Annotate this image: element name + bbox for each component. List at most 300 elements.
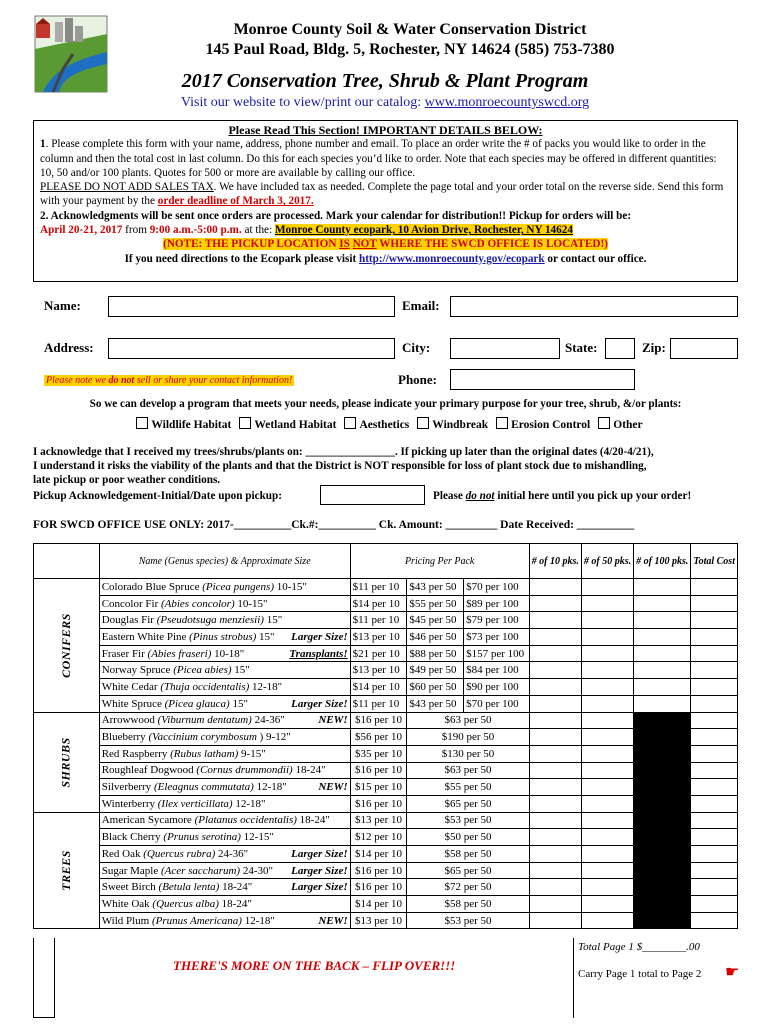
shrubs-category-cell bbox=[34, 712, 100, 812]
common-name: American Sycamore bbox=[101, 814, 195, 827]
purpose-option[interactable] bbox=[231, 419, 336, 431]
total-cost-cell[interactable] bbox=[691, 679, 738, 696]
qty-10-cell[interactable] bbox=[529, 662, 581, 679]
price-p50: $55 per 50 bbox=[407, 779, 529, 796]
price-p50: $46 per 50 bbox=[407, 629, 464, 646]
table-row bbox=[34, 712, 738, 729]
qty-100-cell[interactable] bbox=[634, 662, 691, 679]
website-prefix: Visit our website to view/print our catalog: bbox=[180, 95, 422, 110]
qty-50-cell[interactable] bbox=[581, 579, 633, 596]
qty-10-cell[interactable] bbox=[529, 695, 581, 712]
header-name: Name (Genus species) & Approximate Size bbox=[99, 544, 350, 579]
plant-size: 15" bbox=[231, 664, 250, 677]
latin-name: (Prunus serotina) bbox=[163, 831, 241, 844]
purpose-label: Wetland Habitat bbox=[254, 419, 337, 431]
table-row bbox=[34, 645, 738, 662]
table-row bbox=[34, 779, 738, 796]
district-logo bbox=[33, 14, 109, 94]
purpose-checkbox[interactable] bbox=[239, 417, 251, 429]
price-p50: $58 per 50 bbox=[407, 846, 529, 863]
price-p10: $11 per 10 bbox=[350, 612, 407, 629]
qty-50-cell[interactable] bbox=[581, 595, 633, 612]
purpose-option[interactable] bbox=[336, 419, 409, 431]
common-name: Silverberry bbox=[101, 781, 154, 794]
common-name: Black Cherry bbox=[101, 831, 164, 844]
plant-size: 10-18" bbox=[211, 647, 245, 660]
plant-size: 18-24" bbox=[219, 881, 253, 894]
please-c: initial here until you pick up your order! bbox=[494, 490, 692, 502]
price-p100: $89 per 100 bbox=[464, 595, 530, 612]
pointing-hand-icon: ☛ bbox=[725, 964, 740, 981]
plant-size: 15" bbox=[263, 614, 283, 627]
price-p10: $13 per 10 bbox=[350, 662, 407, 679]
phone-field[interactable] bbox=[450, 369, 635, 390]
species-name bbox=[99, 912, 350, 929]
species-name bbox=[99, 745, 350, 762]
table-header-row bbox=[34, 544, 738, 579]
species-name bbox=[99, 795, 350, 812]
note-b: WHERE THE SWCD OFFICE IS LOCATED!) bbox=[376, 238, 608, 251]
qty-10-cell[interactable] bbox=[529, 745, 581, 762]
pickup-from: from bbox=[122, 224, 150, 237]
price-p10: $14 per 10 bbox=[350, 595, 407, 612]
qty-50-cell[interactable] bbox=[581, 846, 633, 863]
table-row bbox=[34, 912, 738, 929]
privacy-b: do not bbox=[108, 375, 135, 386]
purpose-checkbox[interactable] bbox=[344, 417, 356, 429]
purpose-checkbox[interactable] bbox=[417, 417, 429, 429]
trees-category-label: TREES bbox=[58, 850, 73, 891]
header-total: Total Cost bbox=[691, 544, 738, 579]
instructions-box bbox=[33, 120, 738, 282]
latin-name: (Prunus Americana) bbox=[152, 914, 242, 927]
qty-100-cell bbox=[634, 879, 691, 896]
latin-name: (Picea pungens) bbox=[202, 580, 274, 593]
plant-size: 18-24" bbox=[296, 814, 330, 827]
website-link[interactable]: www.monroecountyswcd.org bbox=[424, 95, 590, 110]
qty-10-cell[interactable] bbox=[529, 812, 581, 829]
address-field[interactable] bbox=[108, 338, 395, 359]
plant-size: 12-18" bbox=[253, 781, 287, 794]
qty-50-cell[interactable] bbox=[581, 695, 633, 712]
state-field[interactable] bbox=[605, 338, 635, 359]
species-note: Larger Size! bbox=[291, 630, 348, 643]
species-name bbox=[99, 896, 350, 913]
instructions-p1b bbox=[40, 180, 731, 209]
qty-10-cell[interactable] bbox=[529, 612, 581, 629]
total-cost-cell[interactable] bbox=[691, 729, 738, 746]
total-cost-cell[interactable] bbox=[691, 779, 738, 796]
plant-size: 10-15" bbox=[274, 580, 307, 593]
purpose-label: Other bbox=[613, 419, 643, 431]
qty-50-cell[interactable] bbox=[581, 795, 633, 812]
plant-size: ) 9-12" bbox=[256, 731, 291, 744]
page-title: 2017 Conservation Tree, Shrub & Plant Program bbox=[181, 70, 589, 92]
total-cost-cell[interactable] bbox=[691, 745, 738, 762]
species-name bbox=[99, 862, 350, 879]
species-name bbox=[99, 695, 350, 712]
state-label: State: bbox=[565, 340, 598, 355]
qty-100-cell[interactable] bbox=[634, 645, 691, 662]
qty-50-cell[interactable] bbox=[581, 712, 633, 729]
total-cost-cell[interactable] bbox=[691, 896, 738, 913]
price-p50: $190 per 50 bbox=[407, 729, 529, 746]
header-10pks: # of 10 pks. bbox=[529, 544, 581, 579]
species-name bbox=[99, 829, 350, 846]
qty-50-cell[interactable] bbox=[581, 745, 633, 762]
plant-size: 24-36" bbox=[215, 847, 249, 860]
latin-name: (Eleagnus commutata) bbox=[153, 781, 254, 794]
latin-name: (Acer saccharum) bbox=[160, 864, 241, 877]
website-line bbox=[100, 95, 670, 111]
plant-size: 9-15" bbox=[238, 747, 266, 760]
common-name: Douglas Fir bbox=[101, 614, 157, 627]
order-table bbox=[33, 543, 738, 929]
qty-100-cell bbox=[634, 762, 691, 779]
qty-50-cell[interactable] bbox=[581, 812, 633, 829]
qty-100-cell[interactable] bbox=[634, 579, 691, 596]
table-row bbox=[34, 579, 738, 596]
table-row bbox=[34, 629, 738, 646]
qty-100-cell[interactable] bbox=[634, 695, 691, 712]
no-sales-tax: PLEASE DO NOT ADD SALES TAX bbox=[40, 181, 214, 194]
qty-50-cell[interactable] bbox=[581, 662, 633, 679]
purpose-option[interactable] bbox=[590, 419, 642, 431]
latin-name: (Quercus rubra) bbox=[143, 847, 216, 860]
qty-10-cell[interactable] bbox=[529, 712, 581, 729]
species-name bbox=[99, 879, 350, 896]
header-100pks: # of 100 pks. bbox=[634, 544, 691, 579]
table-row bbox=[34, 846, 738, 863]
price-p10: $16 per 10 bbox=[350, 795, 407, 812]
zip-field[interactable] bbox=[670, 338, 738, 359]
shrubs-category-label: SHRUBS bbox=[58, 736, 73, 788]
common-name: White Oak bbox=[101, 897, 153, 910]
common-name: Red Oak bbox=[101, 847, 144, 860]
qty-100-cell bbox=[634, 729, 691, 746]
flip-over-note: THERE'S MORE ON THE BACK – FLIP OVER!!! bbox=[173, 958, 456, 973]
plant-size: 12-18" bbox=[241, 914, 275, 927]
latin-name: (Rubus latham) bbox=[170, 747, 239, 760]
latin-name: (Abies concolor) bbox=[160, 597, 235, 610]
directions-line bbox=[40, 252, 731, 266]
total-cost-cell[interactable] bbox=[691, 712, 738, 729]
qty-10-cell[interactable] bbox=[529, 912, 581, 929]
name-field[interactable] bbox=[108, 296, 395, 317]
pickup-line bbox=[40, 223, 731, 237]
total-cost-cell[interactable] bbox=[691, 846, 738, 863]
office-use-line: FOR SWCD OFFICE USE ONLY: 2017-__________Ck.#:__________ Ck. Amount: _________ Date Received: __________ bbox=[33, 519, 635, 531]
privacy-note bbox=[44, 375, 294, 386]
price-p100: $70 per 100 bbox=[464, 579, 530, 596]
qty-50-cell[interactable] bbox=[581, 645, 633, 662]
price-p10: $16 per 10 bbox=[350, 862, 407, 879]
latin-name: (Picea glauca) bbox=[164, 697, 230, 710]
table-row bbox=[34, 729, 738, 746]
purpose-checkbox[interactable] bbox=[598, 417, 610, 429]
instructions-heading: Please Read This Section! IMPORTANT DETAILS BELOW: bbox=[228, 123, 543, 137]
qty-100-cell bbox=[634, 712, 691, 729]
qty-10-cell[interactable] bbox=[529, 896, 581, 913]
common-name: Concolor Fir bbox=[101, 597, 161, 610]
qty-10-cell[interactable] bbox=[529, 595, 581, 612]
species-note: Larger Size! bbox=[291, 881, 348, 894]
latin-name: (Pinus strobus) bbox=[189, 630, 257, 643]
latin-name: (Quercus alba) bbox=[152, 897, 219, 910]
table-row bbox=[34, 662, 738, 679]
total-cost-cell[interactable] bbox=[691, 595, 738, 612]
plant-size: 15" bbox=[256, 630, 275, 643]
purpose-option[interactable] bbox=[488, 419, 590, 431]
price-p100: $73 per 100 bbox=[464, 629, 530, 646]
please-b: do not bbox=[465, 490, 495, 502]
common-name: Norway Spruce bbox=[101, 664, 174, 677]
table-row bbox=[34, 745, 738, 762]
price-p10: $15 per 10 bbox=[350, 779, 407, 796]
latin-name: (Abies fraseri) bbox=[147, 647, 212, 660]
purpose-checkbox[interactable] bbox=[496, 417, 508, 429]
species-name bbox=[99, 595, 350, 612]
qty-50-cell[interactable] bbox=[581, 629, 633, 646]
common-name: Blueberry bbox=[101, 731, 149, 744]
purpose-checkbox[interactable] bbox=[136, 417, 148, 429]
purpose-label: Aesthetics bbox=[359, 419, 410, 431]
qty-10-cell[interactable] bbox=[529, 679, 581, 696]
plant-size: 12-18" bbox=[232, 797, 266, 810]
qty-50-cell[interactable] bbox=[581, 896, 633, 913]
species-name bbox=[99, 846, 350, 863]
total-cost-cell[interactable] bbox=[691, 762, 738, 779]
qty-50-cell[interactable] bbox=[581, 829, 633, 846]
qty-100-cell bbox=[634, 829, 691, 846]
species-note: Larger Size! bbox=[291, 847, 348, 860]
privacy-a: Please note we bbox=[46, 375, 109, 386]
qty-100-cell bbox=[634, 795, 691, 812]
species-name bbox=[99, 729, 350, 746]
qty-100-cell bbox=[634, 812, 691, 829]
latin-name: (Ilex verticillata) bbox=[157, 797, 233, 810]
order-deadline: order deadline of March 3, 2017. bbox=[157, 195, 314, 208]
phone-label: Phone: bbox=[398, 372, 437, 387]
p2-number: 2 bbox=[40, 209, 46, 222]
price-p50: $55 per 50 bbox=[407, 595, 464, 612]
qty-100-cell[interactable] bbox=[634, 679, 691, 696]
qty-50-cell[interactable] bbox=[581, 679, 633, 696]
price-p50: $43 per 50 bbox=[407, 695, 464, 712]
total-cost-cell[interactable] bbox=[691, 645, 738, 662]
instructions-p1 bbox=[40, 137, 731, 180]
common-name: Sugar Maple bbox=[101, 864, 161, 877]
price-p10: $13 per 10 bbox=[350, 812, 407, 829]
purpose-option[interactable] bbox=[128, 419, 231, 431]
footer-category-cell bbox=[33, 938, 55, 1018]
address-label: Address: bbox=[44, 340, 94, 355]
plant-size: 18-24" bbox=[292, 764, 326, 777]
latin-name: (Pseudotsuga menziesii) bbox=[156, 614, 264, 627]
purpose-label: Wildlife Habitat bbox=[151, 419, 232, 431]
note-a: (NOTE: THE PICKUP LOCATION bbox=[163, 238, 340, 251]
price-p50: $63 per 50 bbox=[407, 762, 529, 779]
common-name: Colorado Blue Spruce bbox=[101, 580, 203, 593]
pickup-at: at the: bbox=[241, 224, 275, 237]
total-cost-cell[interactable] bbox=[691, 629, 738, 646]
qty-10-cell[interactable] bbox=[529, 879, 581, 896]
latin-name: (Cornus drummondii) bbox=[196, 764, 293, 777]
species-note: NEW! bbox=[318, 781, 348, 794]
purpose-prompt: So we can develop a program that meets your needs, please indicate your primary purpose for your tree, shrub, &/or plants: bbox=[89, 398, 682, 410]
qty-100-cell bbox=[634, 846, 691, 863]
qty-10-cell[interactable] bbox=[529, 829, 581, 846]
pickup-initial-note bbox=[433, 490, 691, 502]
price-p10: $11 per 10 bbox=[350, 579, 407, 596]
total-page1[interactable]: Total Page 1 $________.00 bbox=[578, 941, 700, 953]
species-name bbox=[99, 712, 350, 729]
common-name: Eastern White Pine bbox=[101, 630, 190, 643]
price-p10: $21 per 10 bbox=[350, 645, 407, 662]
qty-50-cell[interactable] bbox=[581, 879, 633, 896]
total-cost-cell[interactable] bbox=[691, 829, 738, 846]
qty-10-cell[interactable] bbox=[529, 645, 581, 662]
species-note: Larger Size! bbox=[291, 697, 348, 710]
zip-label: Zip: bbox=[642, 340, 666, 355]
org-address: 145 Paul Road, Bldg. 5, Rochester, NY 14624 (585) 753-7380 bbox=[205, 41, 615, 58]
latin-name: (Platanus occidentalis) bbox=[194, 814, 297, 827]
qty-10-cell[interactable] bbox=[529, 629, 581, 646]
privacy-c: sell or share your contact information! bbox=[134, 375, 293, 386]
price-p50: $72 per 50 bbox=[407, 879, 529, 896]
plant-size: 10-15" bbox=[234, 597, 268, 610]
common-name: Winterberry bbox=[101, 797, 158, 810]
latin-name: (Betula lenta) bbox=[158, 881, 220, 894]
species-name bbox=[99, 662, 350, 679]
total-cost-cell[interactable] bbox=[691, 612, 738, 629]
directions-a: If you need directions to the Ecopark please visit bbox=[124, 252, 359, 265]
price-p10: $13 per 10 bbox=[350, 629, 407, 646]
common-name: Red Raspberry bbox=[101, 747, 171, 760]
species-note: Larger Size! bbox=[291, 864, 348, 877]
price-p100: $70 per 100 bbox=[464, 695, 530, 712]
latin-name: (Thuja occidentalis) bbox=[160, 680, 250, 693]
species-name bbox=[99, 645, 350, 662]
org-name: Monroe County Soil & Water Conservation District bbox=[233, 21, 587, 38]
total-cost-cell[interactable] bbox=[691, 812, 738, 829]
instructions-p2 bbox=[40, 209, 731, 223]
qty-50-cell[interactable] bbox=[581, 912, 633, 929]
acknowledgement bbox=[33, 445, 743, 487]
table-row bbox=[34, 595, 738, 612]
table-row bbox=[34, 612, 738, 629]
common-name: Arrowwood bbox=[101, 714, 158, 727]
price-p100: $90 per 100 bbox=[464, 679, 530, 696]
purpose-label: Windbreak bbox=[432, 419, 489, 431]
purpose-option[interactable] bbox=[409, 419, 488, 431]
table-row bbox=[34, 679, 738, 696]
price-p100: $79 per 100 bbox=[464, 612, 530, 629]
common-name: White Cedar bbox=[101, 680, 161, 693]
table-footer bbox=[33, 938, 738, 1018]
p2-text: . Acknowledgments will be sent once orders are processed. Mark your calendar for distribution!! Pickup for orders will be: bbox=[45, 209, 632, 222]
plant-size: 15" bbox=[229, 697, 248, 710]
species-name bbox=[99, 629, 350, 646]
species-name bbox=[99, 812, 350, 829]
price-p10: $14 per 10 bbox=[350, 846, 407, 863]
latin-name: (Vaccinium corymbosum bbox=[148, 731, 257, 744]
total-cost-cell[interactable] bbox=[691, 795, 738, 812]
qty-100-cell bbox=[634, 779, 691, 796]
species-note: NEW! bbox=[318, 914, 348, 927]
table-row bbox=[34, 879, 738, 896]
purpose-label: Erosion Control bbox=[511, 419, 591, 431]
qty-100-cell[interactable] bbox=[634, 629, 691, 646]
table-row bbox=[34, 862, 738, 879]
qty-100-cell[interactable] bbox=[634, 612, 691, 629]
email-field[interactable] bbox=[450, 296, 738, 317]
latin-name: (Picea abies) bbox=[173, 664, 232, 677]
plant-size: 24-36" bbox=[251, 714, 285, 727]
price-p50: $65 per 50 bbox=[407, 862, 529, 879]
species-name bbox=[99, 679, 350, 696]
species-name bbox=[99, 579, 350, 596]
plant-size: 12-18" bbox=[249, 680, 283, 693]
pickup-initial-field[interactable] bbox=[320, 485, 425, 505]
price-p10: $14 per 10 bbox=[350, 679, 407, 696]
qty-50-cell[interactable] bbox=[581, 779, 633, 796]
price-p10: $16 per 10 bbox=[350, 879, 407, 896]
qty-10-cell[interactable] bbox=[529, 795, 581, 812]
common-name: Sweet Birch bbox=[101, 881, 159, 894]
carry-total: Carry Page 1 total to Page 2 bbox=[578, 968, 702, 980]
qty-50-cell[interactable] bbox=[581, 862, 633, 879]
total-cost-cell[interactable] bbox=[691, 862, 738, 879]
latin-name: (Viburnum dentatum) bbox=[157, 714, 252, 727]
table-row bbox=[34, 812, 738, 829]
qty-50-cell[interactable] bbox=[581, 729, 633, 746]
total-cost-cell[interactable] bbox=[691, 912, 738, 929]
plant-size: 12-15" bbox=[240, 831, 274, 844]
common-name: Fraser Fir bbox=[101, 647, 148, 660]
qty-50-cell[interactable] bbox=[581, 762, 633, 779]
qty-100-cell[interactable] bbox=[634, 595, 691, 612]
qty-10-cell[interactable] bbox=[529, 779, 581, 796]
qty-10-cell[interactable] bbox=[529, 762, 581, 779]
total-cost-cell[interactable] bbox=[691, 695, 738, 712]
purpose-options bbox=[33, 417, 738, 431]
qty-100-cell bbox=[634, 745, 691, 762]
total-cost-cell[interactable] bbox=[691, 662, 738, 679]
city-field[interactable] bbox=[450, 338, 560, 359]
ack-line1: I acknowledge that I received my trees/shrubs/plants on: ________________. If picking up later than the original dates (4/20-4/21), bbox=[33, 446, 654, 458]
qty-50-cell[interactable] bbox=[581, 612, 633, 629]
pickup-note bbox=[40, 237, 731, 251]
directions-link[interactable]: http://www.monroecounty.gov/ecopark bbox=[358, 252, 545, 265]
conifers-category-label: CONIFERS bbox=[58, 612, 73, 678]
price-p50: $53 per 50 bbox=[407, 912, 529, 929]
price-p10: $13 per 10 bbox=[350, 912, 407, 929]
common-name: Roughleaf Dogwood bbox=[101, 764, 197, 777]
table-row bbox=[34, 829, 738, 846]
pickup-location: Monroe County ecopark, 10 Avion Drive, Rochester, NY 14624 bbox=[274, 224, 573, 237]
qty-100-cell bbox=[634, 862, 691, 879]
total-cost-cell[interactable] bbox=[691, 879, 738, 896]
qty-10-cell[interactable] bbox=[529, 579, 581, 596]
qty-10-cell[interactable] bbox=[529, 862, 581, 879]
species-note: NEW! bbox=[318, 714, 348, 727]
qty-10-cell[interactable] bbox=[529, 846, 581, 863]
total-cost-cell[interactable] bbox=[691, 579, 738, 596]
please-a: Please bbox=[433, 490, 466, 502]
qty-10-cell[interactable] bbox=[529, 729, 581, 746]
price-p50: $50 per 50 bbox=[407, 829, 529, 846]
